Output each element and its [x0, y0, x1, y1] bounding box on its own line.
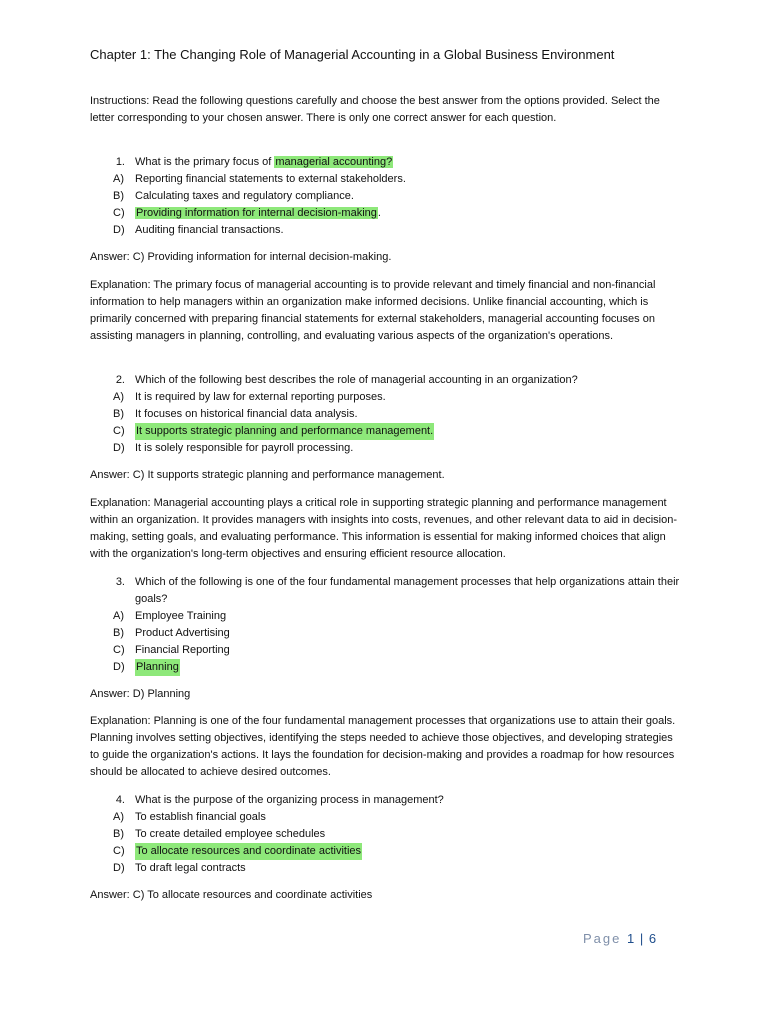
instructions-paragraph: Instructions: Read the following questions carefully and choose the best answer from the options provided. Select the letter corresponding to your chosen answer. There is only one correct answer for each question. [90, 95, 660, 124]
option-text: To create detailed employee schedules [135, 828, 326, 840]
option-text-highlighted: Providing information for internal decision-making [136, 207, 377, 219]
option-text: Auditing financial transactions. [135, 224, 284, 236]
option-text: Employee Training [135, 610, 227, 622]
question-number: 2. [115, 374, 125, 386]
option-c [90, 205, 690, 222]
explanation-3: Explanation: Planning is one of the four fundamental management processes that organizations use to attain their goals. Planning involves setting objectives, identifying the steps needed to achieve those objectives, and developing strategies to guide the organization's actions. It lays the foundation for decision-making and provides a roadmap for how resources should be allocated to achieve desired outcomes. [90, 715, 676, 778]
option-text: Calculating taxes and regulatory compliance. [135, 190, 354, 202]
option-text: It is required by law for external reporting purposes. [135, 391, 386, 403]
option-letter: A) [113, 610, 124, 622]
option-c [90, 423, 690, 440]
option-text-highlighted: It supports strategic planning and performance management. [135, 423, 434, 440]
option-letter: B) [113, 828, 124, 840]
question-stem [90, 574, 690, 608]
answer-3: Answer: D) Planning [90, 688, 191, 700]
option-text: It focuses on historical financial data analysis. [135, 408, 358, 420]
answer-1: Answer: C) Providing information for internal decision-making. [90, 251, 392, 263]
option-a [90, 171, 690, 188]
option-b [90, 188, 690, 205]
question-1 [90, 154, 690, 239]
question-stem [90, 372, 690, 389]
option-text: To draft legal contracts [135, 862, 246, 874]
option-letter: A) [113, 173, 124, 185]
question-stem [90, 154, 690, 171]
option-b [90, 406, 690, 423]
highlighted-text: managerial accounting? [275, 156, 393, 168]
option-d [90, 440, 690, 457]
answer-2: Answer: C) It supports strategic planning and performance management. [90, 469, 445, 481]
chapter-title: Chapter 1: The Changing Role of Managerial Accounting in a Global Business Environment [90, 47, 615, 62]
option-text-highlighted: Planning [135, 659, 180, 676]
option-letter: A) [113, 391, 124, 403]
option-d [90, 659, 690, 676]
option-letter: D) [113, 661, 125, 673]
option-letter: C) [113, 425, 125, 437]
option-a [90, 608, 690, 625]
page-separator: | [639, 931, 644, 946]
option-letter: B) [113, 627, 124, 639]
option-letter: B) [113, 408, 124, 420]
question-text: What is the purpose of the organizing process in management? [135, 794, 444, 806]
option-letter: C) [113, 644, 125, 656]
option-text: Product Advertising [135, 627, 230, 639]
option-b [90, 826, 690, 843]
option-text: It is solely responsible for payroll processing. [135, 442, 354, 454]
question-text: Which of the following best describes the role of managerial accounting in an organization? [135, 374, 578, 386]
question-text: What is the primary focus of [135, 156, 275, 168]
answer-4: Answer: C) To allocate resources and coordinate activities [90, 889, 373, 901]
option-letter: C) [113, 207, 125, 219]
option-d [90, 860, 690, 877]
option-letter: B) [113, 190, 124, 202]
page-total: 6 [648, 931, 657, 946]
option-a [90, 389, 690, 406]
question-3 [90, 574, 690, 676]
option-c [90, 642, 690, 659]
option-letter: A) [113, 811, 124, 823]
question-number: 4. [115, 794, 125, 806]
option-text: Reporting financial statements to external stakeholders. [135, 173, 406, 185]
question-number: 1. [115, 156, 125, 168]
option-text: To establish financial goals [135, 811, 266, 823]
option-text: Financial Reporting [135, 644, 230, 656]
option-d [90, 222, 690, 239]
question-4 [90, 792, 690, 877]
option-suffix: . [377, 207, 381, 219]
option-a [90, 809, 690, 826]
question-text: Which of the following is one of the four fundamental management processes that help organizations attain their goals? [135, 576, 680, 605]
question-stem [90, 792, 690, 809]
option-letter: D) [113, 224, 125, 236]
page-footer [583, 930, 656, 948]
option-c [90, 843, 690, 860]
question-2 [90, 372, 690, 457]
option-letter: D) [113, 862, 125, 874]
page-number: 1 [627, 931, 635, 946]
explanation-1: Explanation: The primary focus of managerial accounting is to provide relevant and timely financial and non-financial information to help managers within an organization make informed decisions. Unlike financial accounting, which is primarily concerned with preparing financial statements for external stakeholders, managerial accounting focuses on assisting managers in planning, controlling, and evaluating various aspects of the organization's operations. [90, 279, 656, 342]
page-label: Page [583, 931, 622, 946]
option-letter: D) [113, 442, 125, 454]
question-number: 3. [115, 576, 125, 588]
explanation-2: Explanation: Managerial accounting plays a critical role in supporting strategic planning and performance management within an organization. It provides managers with insights into costs, revenues, and other relevant data to aid in decision-making, setting goals, and evaluating performance. This information is essential for making informed choices that align with the organization's long-term objectives and ensuring efficient resource allocation. [90, 497, 677, 560]
option-text-highlighted: To allocate resources and coordinate activities [135, 843, 362, 860]
option-letter: C) [113, 845, 125, 857]
option-b [90, 625, 690, 642]
